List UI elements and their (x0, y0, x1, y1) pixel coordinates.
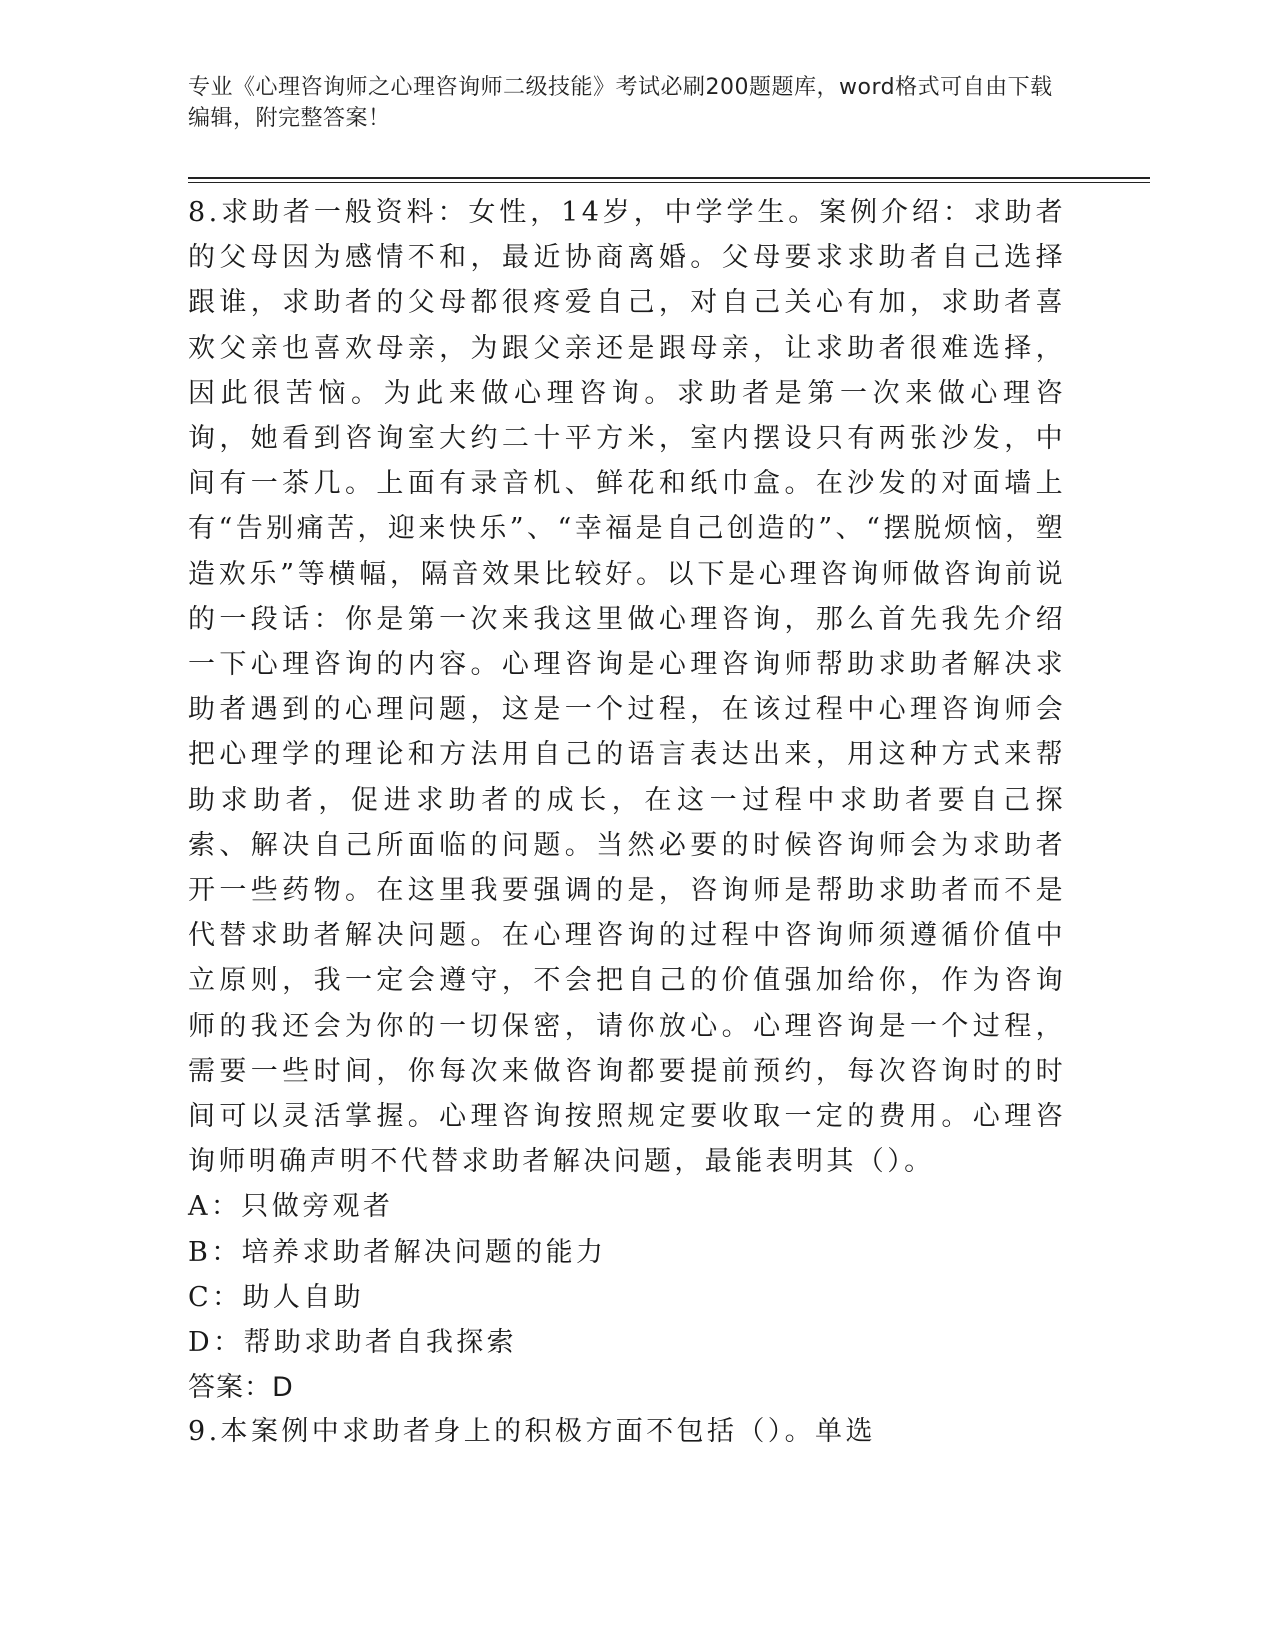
question-8-text: 8.求助者一般资料：女性，14岁，中学学生。案例介绍：求助者的父母因为感情不和，最近协商离婚。父母要求求助者自己选择跟谁，求助者的父母都很疼爱自己，对自己关心有加，求助者喜欢父亲也喜欢母亲，为跟父亲还是跟母亲，让求助者很难选择，因此很苦恼。为此来做心理咨询。求助者是第一次来做心理咨询，她看到咨询室大约二十平方米，室内摆设只有两张沙发，中间有一茶几。上面有录音机、鲜花和纸巾盒。在沙发的对面墙上有“告别痛苦，迎来快乐”、“幸福是自己创造的”、“摆脱烦恼，塑造欢乐”等横幅，隔音效果比较好。以下是心理咨询师做咨询前说的一段话：你是第一次来我这里做心理咨询，那么首先我先介绍一下心理咨询的内容。心理咨询是心理咨询师帮助求助者解决求助者遇到的心理问题，这是一个过程，在该过程中心理咨询师会把心理学的理论和方法用自己的语言表达出来，用这种方式来帮助求助者，促进求助者的成长，在这一过程中求助者要自己探索、解决自己所面临的问题。当然必要的时候咨询师会为求助者开一些药物。在这里我要强调的是，咨询师是帮助求助者而不是代替求助者解决问题。在心理咨询的过程中咨询师须遵循价值中立原则，我一定会遵守，不会把自己的价值强加给你，作为咨询师的我还会为你的一切保密，请你放心。心理咨询是一个过程，需要一些时间，你每次来做咨询都要提前预约，每次咨询时的时间可以灵活掌握。心理咨询按照规定要收取一定的费用。心理咨询师明确声明不代替求助者解决问题，最能表明其（）。 (188, 197, 1066, 1178)
question-9-text: 9.本案例中求助者身上的积极方面不包括（）。单选 (188, 1416, 876, 1447)
header-rule-thick (188, 177, 1150, 179)
question-8-block (188, 190, 1066, 1411)
option-a: A：只做旁观者 (188, 1191, 394, 1223)
question-8-options (188, 1184, 1066, 1365)
question-8-answer: 答案：D (188, 1372, 294, 1404)
document-header: 专业《心理咨询师之心理咨询师二级技能》考试必刷200题题库，word格式可自由下载编辑，附完整答案！ (188, 75, 1053, 131)
option-b: B：培养求助者解决问题的能力 (188, 1236, 607, 1268)
option-d: D：帮助求助者自我探索 (188, 1327, 518, 1359)
option-c: C：助人自助 (188, 1281, 365, 1313)
header-rule-thin (188, 182, 1150, 183)
